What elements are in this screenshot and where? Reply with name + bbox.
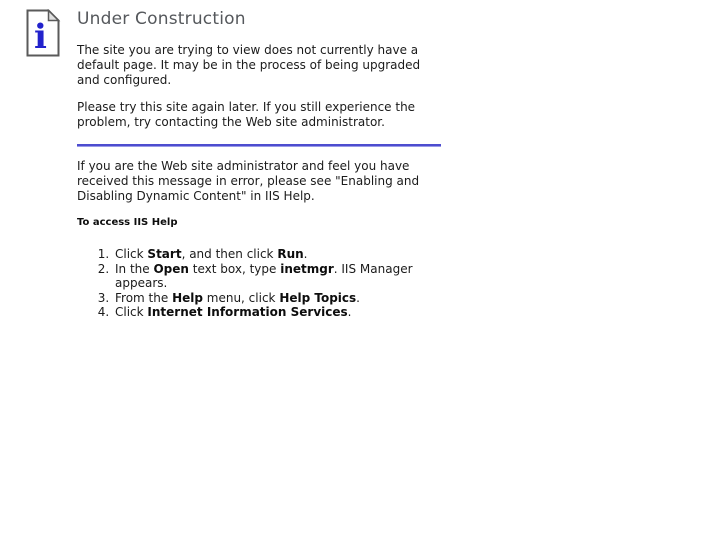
info-document-icon <box>25 9 61 57</box>
message-try-later: Please try this site again later. If you still experience the problem, try contacting the Web site administrator. <box>77 100 416 129</box>
document-fold <box>49 11 59 21</box>
info-glyph: i <box>34 17 47 57</box>
message-default-page: The site you are trying to view does not currently have a default page. It may be in the process of being upgraded and configured. <box>77 43 421 87</box>
page-title: Under Construction <box>77 9 246 29</box>
divider-rule <box>77 144 441 147</box>
iis-help-steps-list <box>77 247 441 320</box>
text-column <box>77 8 441 320</box>
help-section-heading: To access IIS Help <box>77 217 178 228</box>
icon-column <box>25 8 77 61</box>
help-step-4: 4. Click Internet Information Services. <box>113 305 441 320</box>
help-step-2: 2. In the Open text box, type inetmgr. IIS Manager appears. <box>113 262 441 291</box>
help-step-3: 3. From the Help menu, click Help Topics. <box>113 291 441 306</box>
message-administrator: If you are the Web site administrator and feel you have received this message in error, please see "Enabling and Disabling Dynamic Content" in IIS Help. <box>77 159 420 203</box>
help-step-1: 1. Click Start, and then click Run. <box>113 247 441 262</box>
